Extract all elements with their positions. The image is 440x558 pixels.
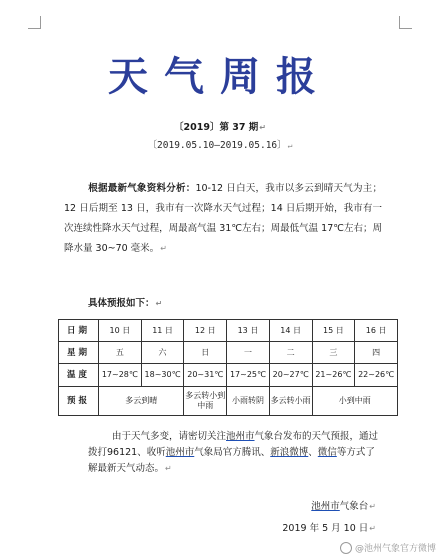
page-corner-mark bbox=[399, 16, 412, 29]
row-header-weekday: 星期 bbox=[59, 342, 99, 364]
weekday-cell: 二 bbox=[269, 342, 312, 364]
signature-date-text: 2019 年 5 月 10 日 bbox=[282, 523, 369, 534]
analysis-lead: 根据最新气象资料分析： bbox=[88, 183, 196, 194]
signature-date bbox=[282, 522, 376, 536]
row-header-weather: 预报 bbox=[59, 387, 99, 416]
paragraph-mark: ↵ bbox=[287, 141, 293, 150]
temperature-cell: 17~28℃ bbox=[99, 364, 142, 387]
paragraph-mark: ↵ bbox=[259, 123, 266, 132]
table-row-temperature bbox=[59, 364, 398, 387]
table-row-weekday bbox=[59, 342, 398, 364]
date-cell: 11 日 bbox=[141, 320, 184, 342]
forecast-heading bbox=[88, 297, 162, 311]
table-row-date bbox=[59, 320, 398, 342]
advice-text: 气象局官方腾讯、 bbox=[194, 447, 271, 458]
weekday-cell: 四 bbox=[355, 342, 398, 364]
forecast-heading-text: 具体预报如下： bbox=[88, 298, 155, 309]
weather-cell: 多云到晴 bbox=[99, 387, 184, 416]
date-cell: 16 日 bbox=[355, 320, 398, 342]
forecast-table bbox=[58, 319, 398, 416]
advice-text: 气象台发布的天气预报，通过拨打96121、收听 bbox=[88, 431, 379, 458]
weather-cell: 小雨转阴 bbox=[227, 387, 270, 416]
advice-text: 等方式了解最新天气动态。 bbox=[88, 447, 375, 474]
paragraph-mark: ↵ bbox=[165, 464, 172, 473]
analysis-body: 10-12 日白天，我市以多云到晴天气为主；12 日后期至 13 日，我市有一次降水天气过程；14 日后期开始，我市有一次连续性降水天气过程，周最高气温 31℃左右；周最低气温 17℃左右；周降水量 30~70 毫米。 bbox=[64, 183, 382, 254]
weather-cell: 多云转小到中雨 bbox=[184, 387, 227, 416]
temperature-cell: 22~26℃ bbox=[355, 364, 398, 387]
wechat-link: 微信 bbox=[317, 447, 337, 458]
temperature-cell: 21~26℃ bbox=[312, 364, 355, 387]
signature-org-name: 气象台 bbox=[339, 501, 369, 512]
advice-text: 由于天气多变，请密切关注 bbox=[112, 431, 227, 442]
org-link: 池州市 bbox=[165, 447, 195, 458]
paragraph-mark: ↵ bbox=[155, 299, 163, 308]
weather-cell: 小到中雨 bbox=[312, 387, 397, 416]
weekday-cell: 三 bbox=[312, 342, 355, 364]
weekday-cell: 六 bbox=[141, 342, 184, 364]
paragraph-mark: ↵ bbox=[160, 244, 167, 253]
weekday-cell: 五 bbox=[99, 342, 142, 364]
page-corner-mark bbox=[28, 16, 41, 29]
temperature-cell: 17~25℃ bbox=[227, 364, 270, 387]
weekday-cell: 一 bbox=[227, 342, 270, 364]
date-range bbox=[0, 139, 440, 153]
row-header-date: 日期 bbox=[59, 320, 99, 342]
issue-number-text: 〔2019〕第 37 期 bbox=[174, 122, 259, 133]
advice-text: 、 bbox=[308, 447, 318, 458]
date-cell: 13 日 bbox=[227, 320, 270, 342]
temperature-cell: 20~27℃ bbox=[269, 364, 312, 387]
row-header-temperature: 温度 bbox=[59, 364, 99, 387]
table-row-weather bbox=[59, 387, 398, 416]
weather-cell: 多云转小雨 bbox=[269, 387, 312, 416]
date-cell: 10 日 bbox=[99, 320, 142, 342]
paragraph-mark: ↵ bbox=[369, 502, 376, 511]
watermark-text: @池州气象官方微博 bbox=[354, 544, 436, 554]
watermark bbox=[340, 541, 436, 554]
date-cell: 12 日 bbox=[184, 320, 227, 342]
temperature-cell: 20~31℃ bbox=[184, 364, 227, 387]
date-cell: 15 日 bbox=[312, 320, 355, 342]
advice-paragraph bbox=[88, 429, 384, 477]
org-link: 池州市 bbox=[226, 431, 255, 442]
weather-analysis-paragraph bbox=[64, 179, 382, 259]
issue-number bbox=[0, 121, 440, 135]
temperature-cell: 18~30℃ bbox=[141, 364, 184, 387]
paragraph-mark: ↵ bbox=[369, 524, 376, 533]
date-range-text: 〔2019.05.10—2019.05.16〕 bbox=[147, 140, 287, 151]
signature-org bbox=[311, 500, 376, 514]
signature-org-city: 池州市 bbox=[311, 501, 340, 512]
weibo-link: 新浪微博 bbox=[270, 447, 309, 458]
weekday-cell: 日 bbox=[184, 342, 227, 364]
weibo-icon bbox=[340, 542, 352, 554]
document-title: 天气周报 bbox=[108, 53, 332, 100]
date-cell: 14 日 bbox=[269, 320, 312, 342]
